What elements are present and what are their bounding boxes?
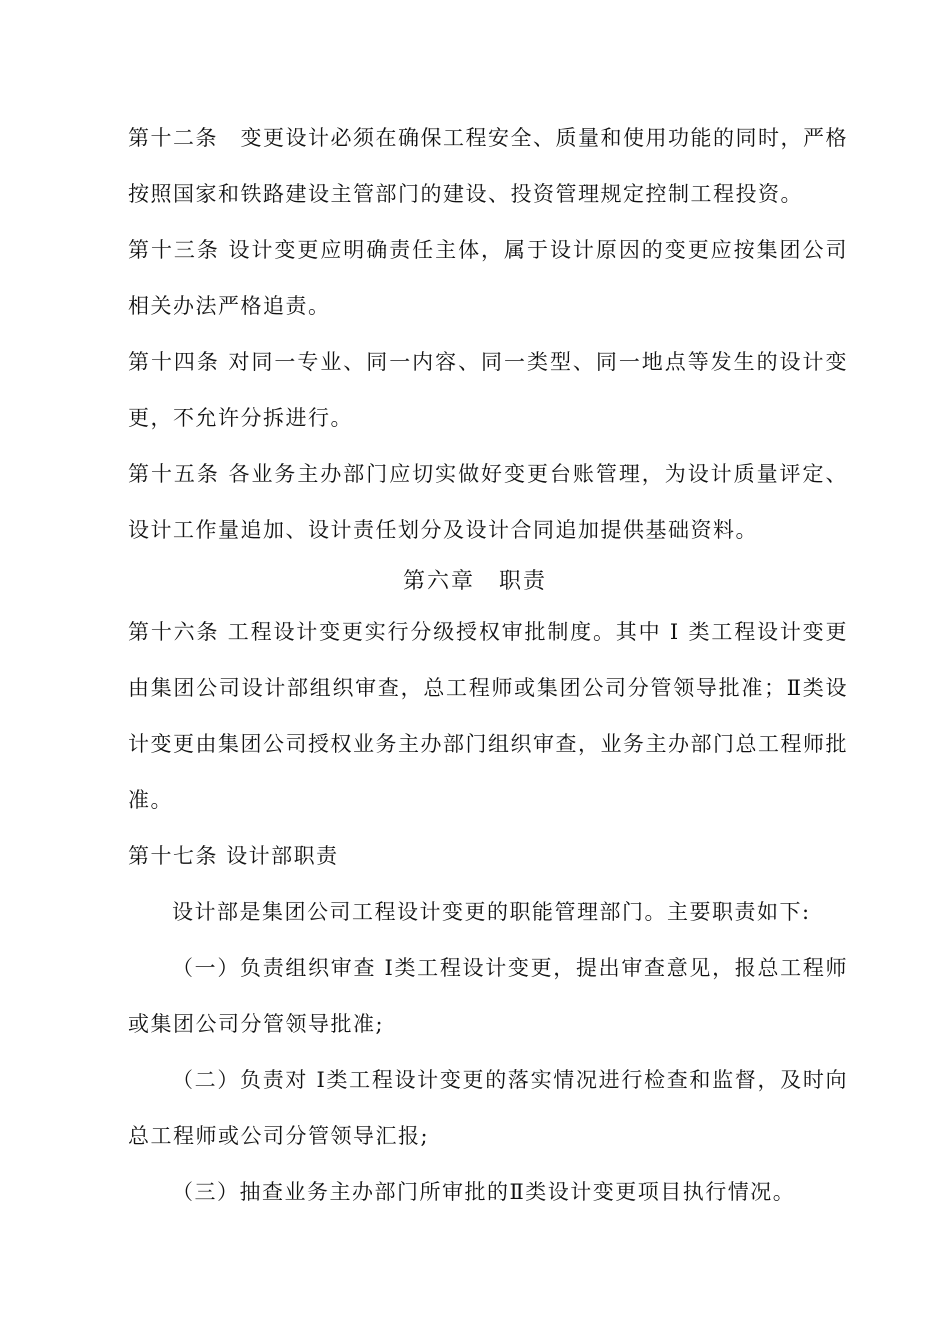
article-16-line-1: 第十六条 工程设计变更实行分级授权审批制度。其中 Ⅰ 类工程设计变更 <box>128 620 848 644</box>
article-17-item-2-line-1: （二）负责对 Ⅰ类工程设计变更的落实情况进行检查和监督，及时向 <box>172 1068 848 1092</box>
article-17-item-1-line-1: （一）负责组织审查 Ⅰ类工程设计变更，提出审查意见，报总工程师 <box>172 956 848 980</box>
article-17-intro: 设计部是集团公司工程设计变更的职能管理部门。主要职责如下: <box>172 900 811 924</box>
article-17-item-1-line-2: 或集团公司分管领导批准; <box>128 1012 385 1036</box>
article-17-item-2-line-2: 总工程师或公司分管领导汇报; <box>128 1124 430 1148</box>
article-13-line-2: 相关办法严格追责。 <box>128 294 331 318</box>
article-16-line-4: 准。 <box>128 788 173 812</box>
article-14-line-2: 更，不允许分拆进行。 <box>128 406 353 430</box>
article-12-line-2: 按照国家和铁路建设主管部门的建设、投资管理规定控制工程投资。 <box>128 182 803 206</box>
article-16-line-3: 计变更由集团公司授权业务主办部门组织审查，业务主办部门总工程师批 <box>128 732 848 756</box>
article-14-line-1: 第十四条 对同一专业、同一内容、同一类型、同一地点等发生的设计变 <box>128 350 848 374</box>
article-17-title: 第十七条 设计部职责 <box>128 844 339 868</box>
article-15-line-2: 设计工作量追加、设计责任划分及设计合同追加提供基础资料。 <box>128 518 758 542</box>
article-16-line-2: 由集团公司设计部组织审查，总工程师或集团公司分管领导批准；Ⅱ类设 <box>128 676 848 700</box>
article-13-line-1: 第十三条 设计变更应明确责任主体，属于设计原因的变更应按集团公司 <box>128 238 848 262</box>
article-17-item-3: （三）抽查业务主办部门所审批的Ⅱ类设计变更项目执行情况。 <box>172 1180 796 1204</box>
article-15-line-1: 第十五条 各业务主办部门应切实做好变更台账管理，为设计质量评定、 <box>128 462 848 486</box>
chapter-heading: 第六章 职责 <box>402 569 547 594</box>
article-12-line-1: 第十二条 变更设计必须在确保工程安全、质量和使用功能的同时，严格 <box>128 126 848 150</box>
